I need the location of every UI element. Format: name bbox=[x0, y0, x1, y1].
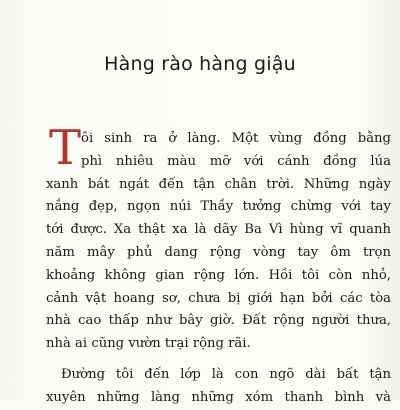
body-text bbox=[46, 128, 391, 410]
text-line: tới được. Xa thật xa là dãy Ba Vì hùng vĩ quanh bbox=[46, 222, 391, 238]
text-line: nhà cao thấp như bây giờ. Đất rộng người thưa, bbox=[46, 313, 391, 329]
chapter-title: Hàng rào hàng giậu bbox=[104, 53, 296, 75]
text-line: Đường tôi đến lớp là con ngõ dài bất tận bbox=[61, 366, 391, 382]
paragraph-1 bbox=[46, 128, 391, 356]
text-line: xanh bát ngát đến tận chân trời. Những ngày bbox=[46, 176, 391, 192]
text-line: cảnh vật hoang sơ, chưa bị giới hạn bởi các tòa bbox=[46, 290, 391, 306]
text-line: khoảng không gian rộng lớn. Hồi tôi còn nhỏ, bbox=[46, 267, 391, 283]
text-line: nắng đẹp, ngọn núi Thầy tưởng chừng với tay bbox=[46, 199, 391, 215]
text-line: năm mây phủ dang rộng vòng tay ôm trọn bbox=[46, 244, 391, 260]
text-line: ôi sinh ra ở làng. Một vùng đồng bằng bbox=[81, 131, 391, 146]
text-line: xuyên những làng những xóm thanh bình và bbox=[46, 389, 391, 405]
text-line: phì nhiêu màu mỡ với cánh đồng lúa bbox=[81, 153, 391, 169]
paragraph-2 bbox=[46, 364, 391, 410]
text-line: nhà ai cũng vườn trại rộng rãi. bbox=[46, 336, 251, 352]
drop-cap: T bbox=[49, 120, 82, 176]
